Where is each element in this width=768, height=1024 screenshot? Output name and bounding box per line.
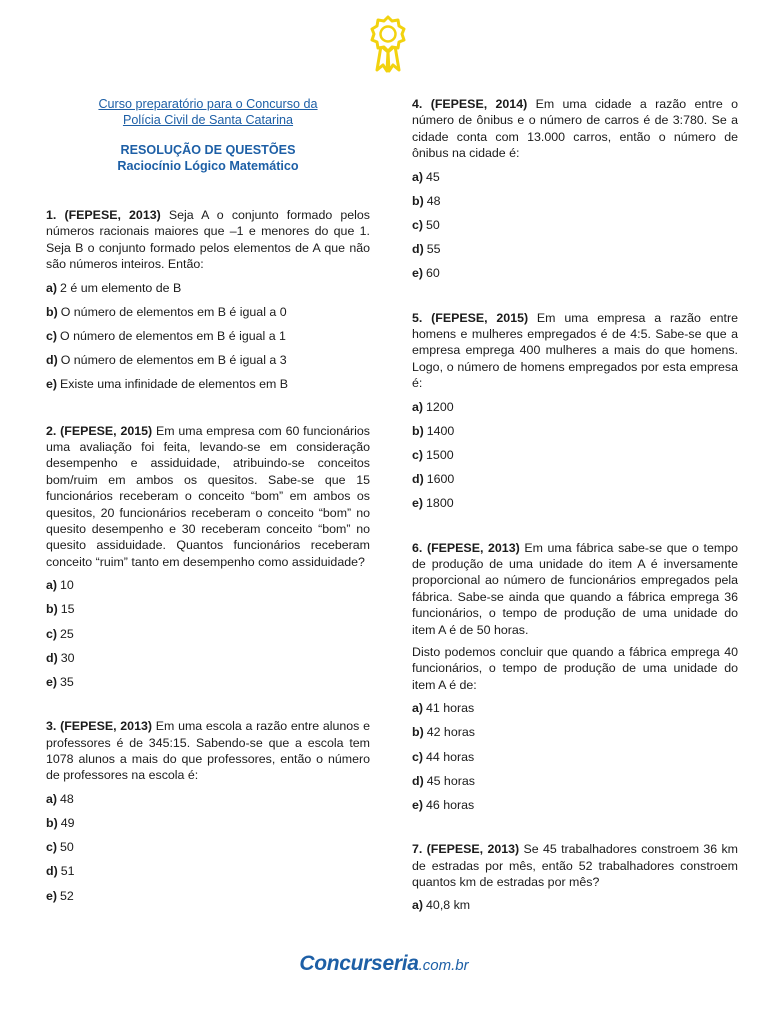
- question-label: 3. (FEPESE, 2013): [46, 719, 152, 734]
- option-b: [412, 193, 738, 217]
- option-letter: e): [412, 266, 424, 281]
- option-letter: b): [46, 602, 58, 617]
- option-text: 1500: [426, 447, 454, 462]
- option-letter: c): [46, 329, 58, 343]
- option-letter: a): [412, 169, 424, 184]
- question-3: [46, 718, 370, 912]
- option-e: [46, 888, 370, 912]
- option-e: [46, 376, 370, 400]
- question-statement: [46, 423, 370, 571]
- option-text: 45 horas: [426, 773, 475, 788]
- option-c: [412, 217, 738, 241]
- option-text: 44 horas: [426, 749, 475, 764]
- option-e: [412, 495, 738, 519]
- option-a: [412, 169, 738, 193]
- question-4: [412, 96, 738, 290]
- option-letter: b): [412, 423, 424, 438]
- question-statement: [412, 540, 738, 638]
- document-header: [46, 96, 370, 174]
- option-b: [412, 724, 738, 748]
- question-1: [46, 207, 370, 401]
- option-letter: d): [46, 864, 58, 879]
- option-letter: c): [412, 447, 424, 462]
- option-text: 15: [60, 602, 75, 617]
- option-d: [412, 471, 738, 495]
- option-a: [46, 280, 370, 304]
- option-text: Existe uma infinidade de elementos em B: [60, 377, 289, 392]
- option-text: O número de elementos em B é igual a 0: [60, 304, 287, 319]
- option-a: [46, 577, 370, 601]
- page-subtitle: Raciocínio Lógico Matemático: [117, 159, 299, 173]
- option-letter: d): [46, 650, 58, 665]
- option-letter: b): [46, 815, 58, 830]
- course-title-line2[interactable]: Polícia Civil de Santa Catarina: [122, 113, 294, 127]
- option-text: 35: [60, 674, 74, 689]
- question-text: Em uma cidade a razão entre o número de ônibus e o número de carros é de 3:780. Se a cidade conta com 13.000 carros, então o número de ônibus na cidade é:: [412, 97, 738, 161]
- question-text: Em uma empresa com 60 funcionários uma avaliação foi feita, levando-se em consideração desempenho e assiduidade, atribuindo-se conceitos bom/ruim em ambos os quesitos. Sabe-se que 15 funcionários receberam o conceito “bom” em ambos os quesitos, 20 funcionários receberam o conceito “bom” no quesito desempenho e 30 receberam conceito “bom” no quesito assiduidade. Quantos funcionários receberam conceito “ruim” tanto em desempenho como assiduidade?: [46, 423, 370, 569]
- option-letter: a): [412, 399, 424, 414]
- option-c: [46, 626, 370, 650]
- option-text: 50: [426, 218, 440, 232]
- option-text: 25: [60, 626, 74, 641]
- brand-name: Concurseria: [299, 952, 419, 975]
- option-text: 55: [426, 242, 441, 257]
- option-text: 1400: [426, 423, 455, 438]
- option-text: 2 é um elemento de B: [60, 280, 182, 295]
- brand-domain: .com.br: [418, 957, 469, 974]
- option-text: 40,8 km: [426, 898, 471, 913]
- option-text: 49: [60, 815, 75, 830]
- option-e: [412, 265, 738, 289]
- option-a: [412, 700, 738, 724]
- option-b: [46, 304, 370, 328]
- question-label: 5. (FEPESE, 2015): [412, 310, 529, 325]
- option-text: 50: [60, 840, 74, 855]
- option-letter: c): [412, 218, 424, 232]
- option-text: 60: [426, 266, 440, 281]
- option-letter: d): [46, 353, 58, 368]
- page-title: RESOLUÇÃO DE QUESTÕES: [120, 143, 296, 157]
- option-letter: a): [412, 898, 424, 913]
- option-letter: a): [46, 578, 58, 593]
- option-c: [46, 839, 370, 863]
- option-c: [46, 328, 370, 352]
- option-letter: d): [412, 773, 424, 788]
- option-text: 30: [60, 650, 75, 665]
- question-2: [46, 423, 370, 699]
- option-letter: b): [412, 725, 424, 740]
- option-letter: e): [412, 496, 424, 511]
- option-letter: e): [46, 377, 58, 392]
- question-statement: [412, 310, 738, 392]
- question-label: 4. (FEPESE, 2014): [412, 97, 528, 111]
- option-letter: a): [46, 280, 58, 295]
- option-b: [412, 423, 738, 447]
- option-d: [46, 352, 370, 376]
- question-statement: [412, 96, 738, 162]
- question-text: Seja A o conjunto formado pelos números racionais maiores que –1 e menores do que 1. Seja B o conjunto formado pelos elementos de A que não são números inteiros. Então:: [46, 208, 370, 272]
- right-column: [412, 96, 738, 922]
- course-title-line1[interactable]: Curso preparatório para o Concurso da: [98, 97, 318, 111]
- option-text: 1200: [426, 399, 454, 414]
- options-list: [412, 700, 738, 821]
- question-text: Em uma escola a razão entre alunos e professores é de 345:15. Sabendo-se que a escola tem 1078 alunos a mais do que professores, então o número de professores na escola é:: [46, 719, 370, 783]
- option-text: 51: [60, 864, 75, 879]
- option-text: 48: [426, 193, 441, 208]
- question-5: [412, 310, 738, 520]
- question-label: 7. (FEPESE, 2013): [412, 842, 520, 857]
- option-d: [412, 773, 738, 797]
- option-letter: d): [412, 472, 424, 487]
- question-continuation: Disto podemos concluir que quando a fábrica emprega 40 funcionários, o tempo de produção de uma unidade do item A é de:: [412, 644, 738, 692]
- option-letter: c): [46, 840, 58, 855]
- option-letter: c): [412, 749, 424, 764]
- option-text: 52: [60, 888, 74, 903]
- option-d: [46, 863, 370, 887]
- options-list: [412, 169, 738, 290]
- option-letter: c): [46, 626, 58, 641]
- option-text: 10: [60, 578, 74, 593]
- option-letter: b): [46, 304, 58, 319]
- question-6: [412, 540, 738, 822]
- option-letter: e): [46, 888, 58, 903]
- option-text: 41 horas: [426, 701, 475, 716]
- options-list: [46, 577, 370, 698]
- option-text: O número de elementos em B é igual a 3: [60, 353, 287, 368]
- option-letter: b): [412, 193, 424, 208]
- option-text: 45: [426, 169, 440, 184]
- question-statement: [46, 207, 370, 273]
- option-b: [46, 601, 370, 625]
- option-text: 46 horas: [426, 797, 475, 812]
- options-list: [412, 399, 738, 520]
- option-letter: a): [46, 791, 58, 806]
- option-a: [412, 897, 738, 921]
- option-text: 48: [60, 791, 74, 806]
- option-text: 42 horas: [426, 725, 475, 740]
- left-column: [46, 96, 370, 912]
- options-list: [46, 791, 370, 912]
- award-ribbon-icon: [366, 14, 410, 74]
- question-label: 1. (FEPESE, 2013): [46, 208, 161, 222]
- option-letter: d): [412, 242, 424, 257]
- option-d: [46, 650, 370, 674]
- option-c: [412, 447, 738, 471]
- option-letter: e): [46, 674, 58, 689]
- option-text: 1600: [426, 472, 455, 487]
- option-text: O número de elementos em B é igual a 1: [60, 329, 286, 343]
- option-c: [412, 749, 738, 773]
- question-label: 6. (FEPESE, 2013): [412, 540, 520, 555]
- option-letter: e): [412, 797, 424, 812]
- question-text: Em uma fábrica sabe-se que o tempo de produção de uma unidade do item A é inversamente proporcional ao número de funcionários empregados pela fábrica. Sabe-se ainda que quando a fábrica emprega 36 funcionários, o tempo de produção de uma unidade do item A é de 50 horas.: [412, 540, 738, 637]
- question-statement: [412, 841, 738, 890]
- question-statement: [46, 718, 370, 784]
- option-b: [46, 815, 370, 839]
- question-7: [412, 841, 738, 921]
- options-list: [46, 280, 370, 401]
- footer-brand-logo[interactable]: [0, 952, 768, 976]
- question-text: Se 45 trabalhadores constroem 36 km de estradas por mês, então 52 trabalhadores constroem quantos km de estradas por mês?: [412, 842, 738, 889]
- option-d: [412, 241, 738, 265]
- option-a: [46, 791, 370, 815]
- option-e: [46, 674, 370, 698]
- option-e: [412, 797, 738, 821]
- option-letter: a): [412, 701, 424, 716]
- question-label: 2. (FEPESE, 2015): [46, 423, 153, 438]
- options-list: [412, 897, 738, 921]
- question-text: Em uma empresa a razão entre homens e mulheres empregados é de 4:5. Sabe-se que a empresa emprega 400 mulheres a mais do que homens. Logo, o número de homens empregados por esta empresa é:: [412, 310, 738, 391]
- option-text: 1800: [426, 496, 454, 511]
- option-a: [412, 399, 738, 423]
